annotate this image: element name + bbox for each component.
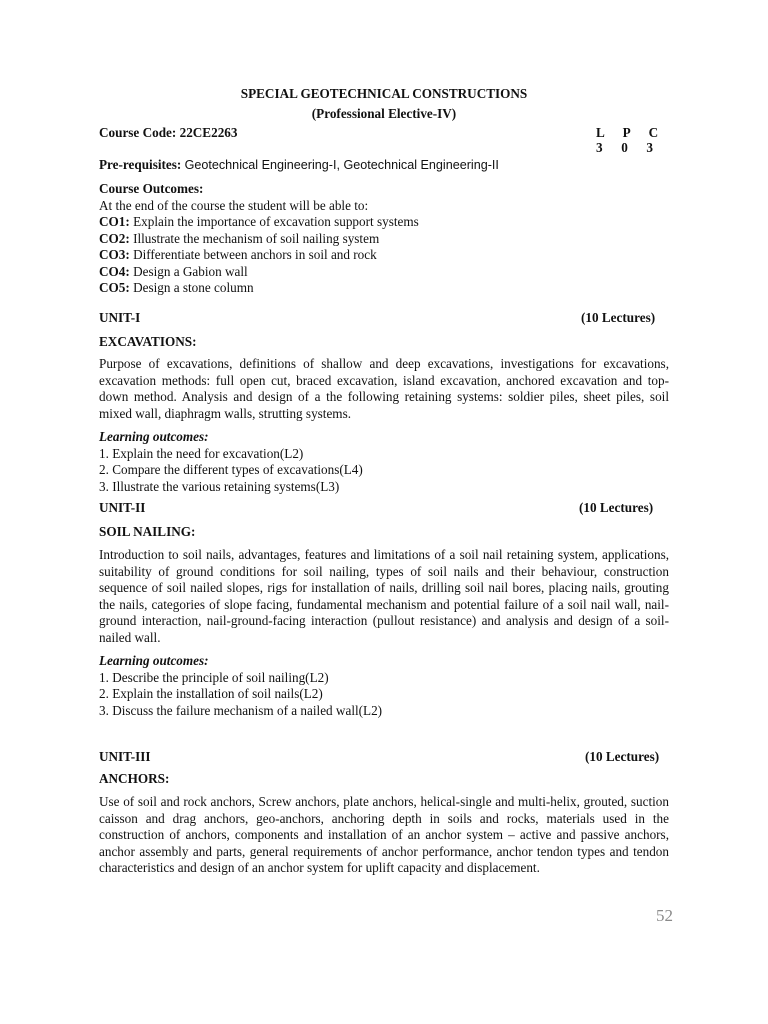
outcome-item (99, 247, 669, 264)
prereq-text: Geotechnical Engineering-I, Geotechnical Engineering-II (184, 158, 499, 172)
outcome-code: CO3: (99, 247, 130, 262)
lpc-values: 3 0 3 (596, 140, 653, 155)
unit-1-lectures: (10 Lectures) (581, 310, 656, 325)
unit-3-lectures: (10 Lectures) (585, 749, 660, 764)
course-outcomes (99, 181, 669, 297)
lpc-labels: L P C (596, 125, 659, 140)
course-title: SPECIAL GEOTECHNICAL CONSTRUCTIONS (240, 86, 528, 101)
course-code (99, 125, 237, 142)
prereq-label: Pre-requisites: (99, 157, 182, 172)
unit-3-label: UNIT-III (99, 749, 151, 764)
outcome-item (99, 231, 669, 248)
outcome-code: CO2: (99, 230, 130, 246)
page-number: 52 (656, 906, 673, 925)
prerequisites (99, 157, 499, 174)
outcome-text: Illustrate the mechanism of soil nailing system (133, 230, 380, 246)
outcomes-intro: At the end of the course the student will be able to: (99, 197, 369, 213)
outcome-text: Explain the importance of excavation support systems (133, 214, 419, 229)
unit-3-title: ANCHORS: (99, 771, 170, 786)
unit-1-body: Purpose of excavations, definitions of shallow and deep excavations, investigations for excavations, excavation methods: full open cut, braced excavation, island excavation, anchored excavation and top-down method. Analysis and design of a the following retaining systems: soldier piles, sheet piles, soil mixed wall, diaphragm walls, strutting systems. (99, 356, 669, 421)
outcome-code: CO4: (99, 263, 130, 279)
unit-2-title: SOIL NAILING: (99, 524, 196, 539)
unit-1-label: UNIT-I (99, 310, 141, 325)
lo-heading: Learning outcomes: (99, 429, 209, 444)
unit-2-body: Introduction to soil nails, advantages, features and limitations of a soil nail retaining system, applications, suitability of ground conditions for soil nailing, types of soil nails and their behaviour, construction sequence of soil nailed slopes, rigs for installation of nails, drilling soil nail bores, placing nails, grouting the nails, categories of slope facing, fundamental mechanism and potential failure of a soil nail wall, nail-ground interaction, nail-ground-facing interaction (pullout resistance) and analysis and design of a soil-nailed wall. (99, 547, 669, 645)
outcome-code: CO1: (99, 214, 130, 229)
course-code-label: Course Code: (99, 125, 177, 140)
lo-item: 1. Describe the principle of soil nailing(L2) (99, 669, 329, 685)
course-code-value: 22CE2263 (179, 125, 238, 140)
unit-1-learning-outcomes (99, 429, 363, 495)
outcome-item (99, 280, 669, 297)
lo-item: 3. Discuss the failure mechanism of a nailed wall(L2) (99, 702, 383, 718)
outcome-text: Differentiate between anchors in soil and rock (133, 247, 377, 262)
unit-3-body: Use of soil and rock anchors, Screw anchors, plate anchors, helical-single and multi-helix, grouted, suction caisson and drag anchors, geo-anchors, anchoring depth in soils and rocks, materials used in the construction of anchors, components and installation of an anchor system – active and passive anchors, anchor assembly and parts, general requirements of anchor performance, anchor tendon types and tendon characteristics and design of an anchor system for uplift capacity and displacement. (99, 794, 669, 875)
lo-item: 2. Compare the different types of excavations(L4) (99, 462, 363, 477)
unit-2-label: UNIT-II (99, 500, 146, 515)
lo-heading: Learning outcomes: (99, 653, 209, 668)
outcome-code: CO5: (99, 280, 130, 295)
outcome-text: Design a stone column (133, 280, 254, 295)
course-subtitle: (Professional Elective-IV) (311, 106, 457, 121)
outcome-item (99, 214, 669, 231)
unit-2-learning-outcomes (99, 653, 382, 719)
outcomes-heading: Course Outcomes: (99, 181, 204, 196)
outcome-text: Design a Gabion wall (133, 263, 248, 279)
lo-item: 1. Explain the need for excavation(L2) (99, 445, 304, 461)
outcome-item (99, 264, 669, 281)
lo-item: 3. Illustrate the various retaining systems(L3) (99, 478, 340, 494)
lo-item: 2. Explain the installation of soil nails(L2) (99, 686, 323, 701)
unit-2-lectures: (10 Lectures) (579, 500, 654, 515)
unit-1-title: EXCAVATIONS: (99, 334, 197, 349)
